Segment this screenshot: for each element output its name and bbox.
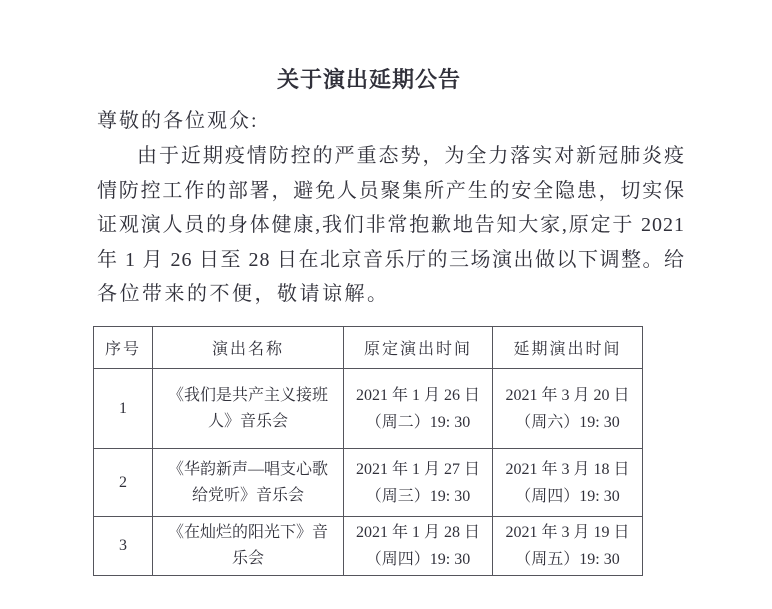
table-row (94, 369, 643, 449)
cell-original-time (344, 369, 493, 449)
time-line: （周四）19: 30 (515, 487, 620, 505)
table-row (94, 517, 643, 576)
cell-performance-name: 《在灿烂的阳光下》音乐会 (153, 517, 344, 576)
cell-serial-number: 2 (94, 449, 153, 517)
time-line: （周五）19: 30 (515, 551, 620, 568)
paragraph-line: 证观演人员的身体健康,我们非常抱歉地告知大家,原定于 2021 (97, 214, 685, 236)
paragraph-line: 情防控工作的部署，避免人员聚集所产生的安全隐患，切实保 (97, 179, 685, 202)
column-header-serial-number: 序号 (94, 327, 153, 369)
paragraph-line: 年 1 月 26 日至 28 日在北京音乐厅的三场演出做以下调整。给 (97, 248, 685, 271)
column-header-delayed-time: 延期演出时间 (493, 327, 643, 369)
paragraph-line: 由于近期疫情防控的严重态势，为全力落实对新冠肺炎疫 (137, 145, 685, 167)
paragraph-line: 各位带来的不便，敬请谅解。 (97, 283, 390, 305)
cell-original-time (344, 449, 493, 517)
cell-serial-number: 1 (94, 369, 153, 449)
cell-delayed-time (493, 517, 643, 576)
time-line: （周三）19: 30 (365, 487, 471, 505)
cell-original-time (344, 517, 493, 576)
cell-serial-number: 3 (94, 517, 153, 576)
table-row (94, 449, 643, 517)
cell-delayed-time (493, 369, 643, 449)
column-header-performance-name: 演出名称 (153, 327, 344, 369)
time-line: （周四）19: 30 (365, 551, 471, 568)
date-line: 2021 年 3 月 18 日 (505, 460, 630, 478)
date-line: 2021 年 3 月 19 日 (505, 524, 630, 541)
time-line: （周二）19: 30 (365, 413, 471, 431)
cell-performance-name: 《华韵新声—唱支心歌给党听》音乐会 (153, 449, 344, 517)
body-paragraph (97, 139, 685, 312)
date-line: 2021 年 1 月 26 日 (355, 386, 480, 404)
cell-performance-name: 《我们是共产主义接班人》音乐会 (153, 369, 344, 449)
table-header-row (94, 327, 643, 369)
salutation-line: 尊敬的各位观众: (97, 110, 259, 132)
date-line: 2021 年 3 月 20 日 (505, 386, 630, 404)
page-title: 关于演出延期公告 (276, 67, 461, 92)
date-line: 2021 年 1 月 27 日 (355, 460, 480, 478)
date-line: 2021 年 1 月 28 日 (355, 524, 480, 541)
column-header-original-time: 原定演出时间 (344, 327, 493, 369)
performance-schedule-table (93, 326, 643, 576)
time-line: （周六）19: 30 (515, 413, 620, 431)
cell-delayed-time (493, 449, 643, 517)
